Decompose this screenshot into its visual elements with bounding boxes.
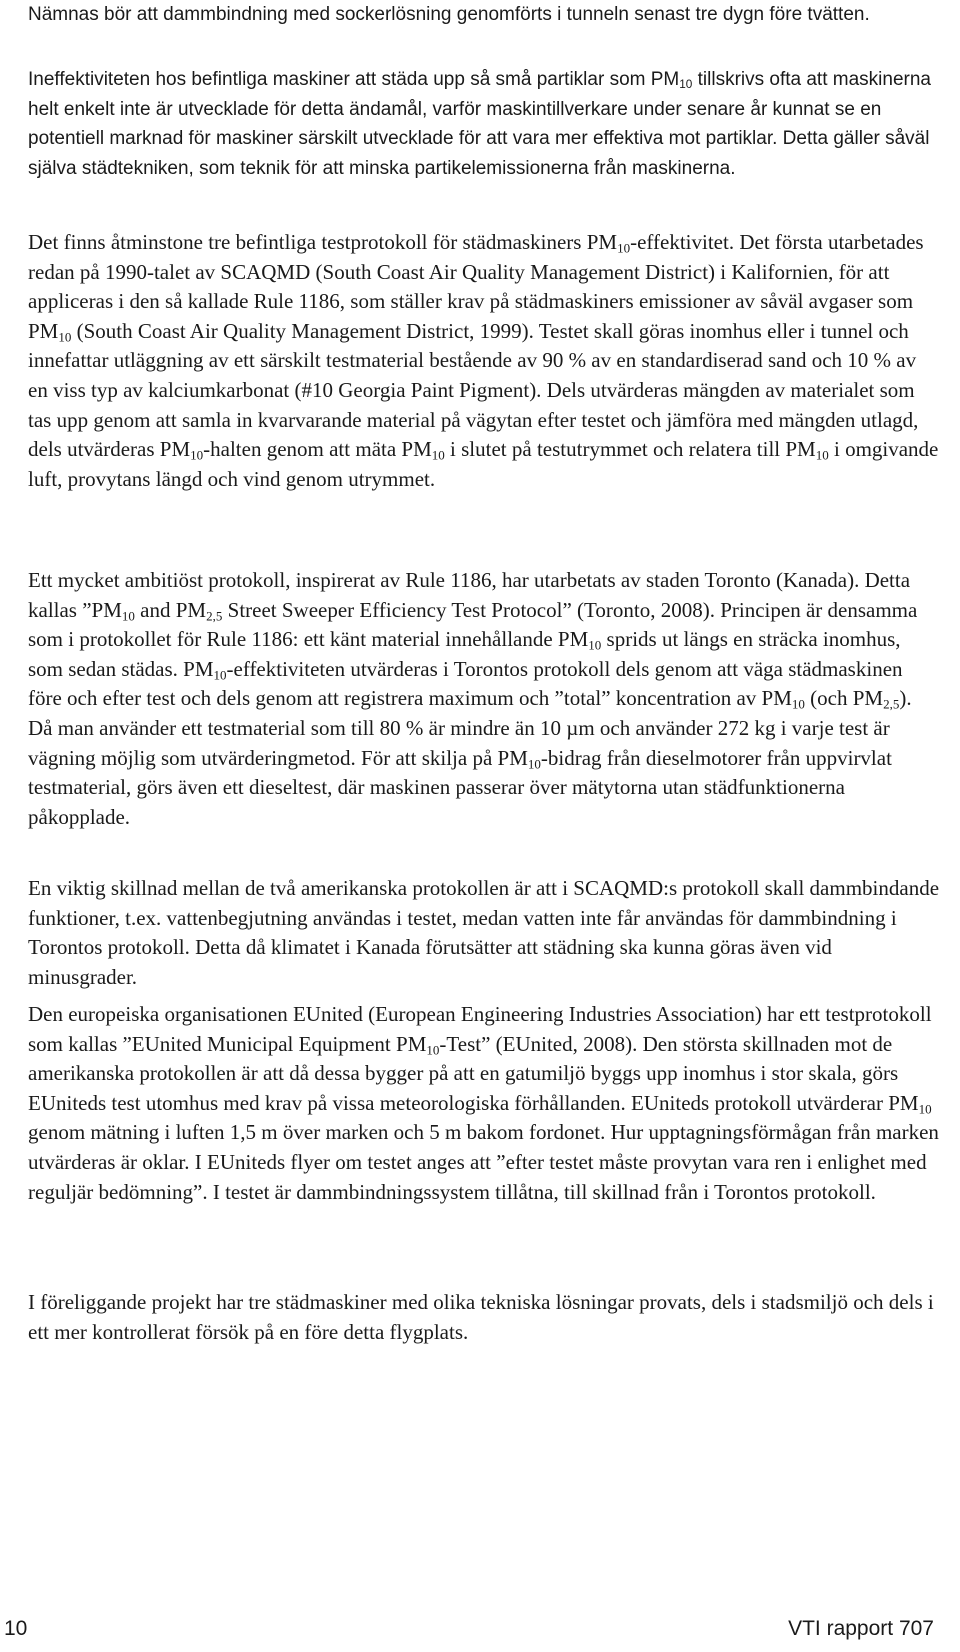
paragraph-foreliggande-projekt: I föreliggande projekt har tre städmaskiner med olika tekniska lösningar provats, dels i stadsmiljö och dels i ett mer kontrollerat försök på en före detta flygplats. xyxy=(28,1290,934,1344)
page-number: 10 xyxy=(4,1617,28,1640)
paragraph-toronto-protokoll: Ett mycket ambitiöst protokoll, inspirerat av Rule 1186, har utarbetats av staden Toronto (Kanada). Detta kallas $”PM_{10}$ and $PM_{2,5}$ Street Sweeper Efficiency Test Protocol” (Toronto, 2008). Principen är densamma som i protokollet för Rule 1186: ett känt material innehållande $PM_{10}$ sprids ut längs en sträcka inomhus, som sedan städas. $PM_{10}$-effektiviteten utvärderas i Torontos protokoll dels genom att väga städmaskinen före och efter test och dels genom att registrera maximum och ”total” koncentration av $PM_{10}$ (och $PM_{2,5}$). Då man använder ett testmaterial som till 80 % är mindre än 10 µm och använder 272 kg i varje test är vägning möjlig som utvärderingmetod. För att skilja på $PM_{10}$-bidrag från dieselmotorer från uppvirvlat testmaterial, görs även ett dieseltest, där maskinen passerar över mätytorna utan städfunktionerna påkopplade. xyxy=(28,568,918,829)
paragraph-ineffektivitet: Ineffektiviteten hos befintliga maskiner att städa upp så små partiklar som $PM_{10}$ tillskrivs ofta att maskinerna helt enkelt inte är utvecklade för detta ändamål, varför maskintillverkare under senare år kunnat se en potentiell marknad för maskiner särskilt utvecklade för att vara mer effektiva mot partiklar. Detta gäller såväl själva städtekniken, som teknik för att minska partikelemissionerna från maskinerna. xyxy=(28,69,931,179)
paragraph-dammbindning: Nämnas bör att dammbindning med sockerlösning genomförts i tunneln senast tre dygn före tvätten. xyxy=(28,4,870,25)
paragraph-eunited: Den europeiska organisationen EUnited (European Engineering Industries Association) har ett testprotokoll som kallas ”EUnited Municipal Equipment $PM_{10}$-Test” (EUnited, 2008). Den största skillnaden mot de amerikanska protokollen är att då dessa bygger på att en gatumiljö byggs upp inomhus i stor skala, görs EUniteds test utomhus med krav på vissa meteorologiska förhållanden. EUniteds protokoll utvärderar $PM_{10}$ genom mätning i luften 1,5 m över marken och 5 m bakom fordonet. Hur upptagningsförmågan från marken utvärderas är oklar. I EUniteds flyer om testet anges att ”efter testet måste provytan vara ren i enlighet med reguljär bedömning”. I testet är dammbindningssystem tillåtna, till skillnad från i Torontos protokoll. xyxy=(28,1002,939,1204)
report-label: VTI rapport 707 xyxy=(788,1617,934,1640)
paragraph-testprotokoll-scaqmd: Det finns åtminstone tre befintliga testprotokoll för städmaskiners $PM_{10}$-effektivitet. Det första utarbetades redan på 1990-talet av SCAQMD (South Coast Air Quality Management District) i Kalifornien, för att appliceras i den så kallade Rule 1186, som ställer krav på städmaskiners emissioner av såväl avgaser som $PM_{10}$ (South Coast Air Quality Management District, 1999). Testet skall göras inomhus eller i tunnel och innefattar utläggning av ett särskilt testmaterial bestående av 90 % av en standardiserad sand och 10 % av en viss typ av kalciumkarbonat (#10 Georgia Paint Pigment). Dels utvärderas mängden av materialet som tas upp genom att samla in kvarvarande material på vägytan efter testet och jämföra med mängden utlagd, dels utvärderas $PM_{10}$-halten genom att mäta $PM_{10}$ i slutet på testutrymmet och relatera till $PM_{10}$ i omgivande luft, provytans längd och vind genom utrymmet. xyxy=(28,230,939,491)
paragraph-skillnad-amerikanska: En viktig skillnad mellan de två amerikanska protokollen är att i SCAQMD:s protokoll skall dammbindande funktioner, t.ex. vattenbegjutning användas i testet, medan vatten inte får användas för dammbindning i Torontos protokoll. Detta då klimatet i Kanada förutsätter att städning ska kunna göras även vid minusgrader. xyxy=(28,876,940,989)
